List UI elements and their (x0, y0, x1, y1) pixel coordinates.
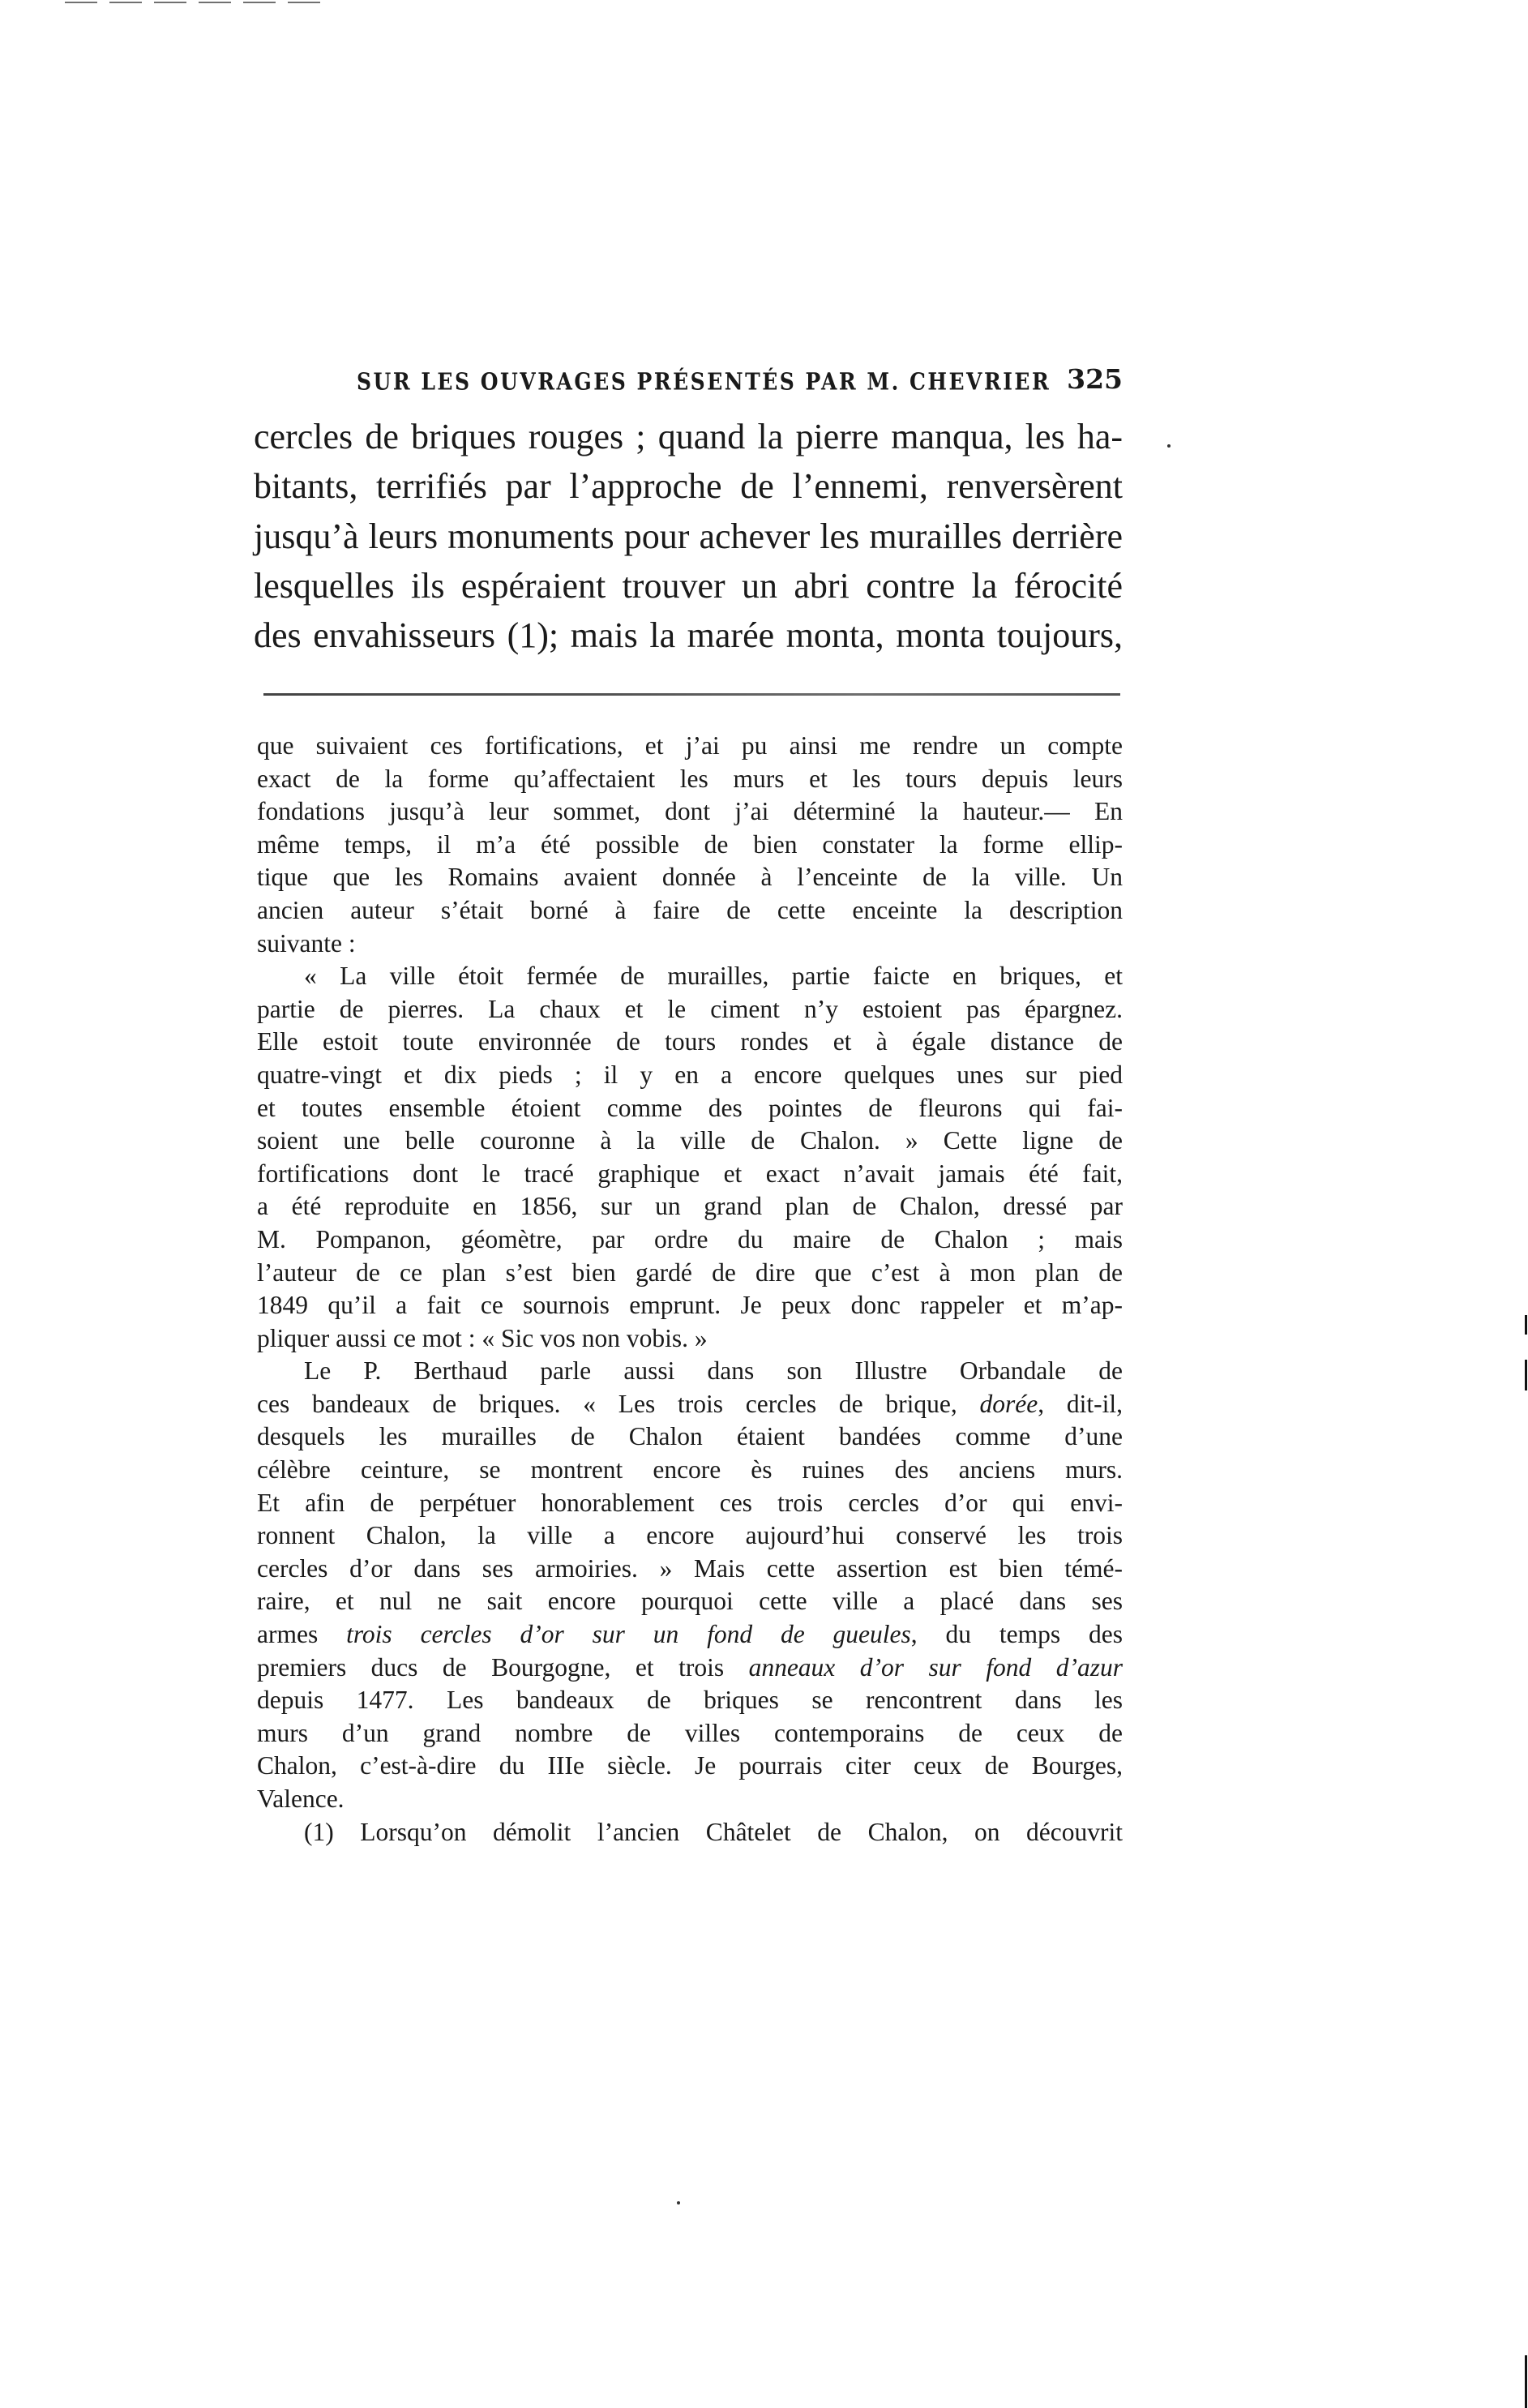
footnote-line: Et afin de perpétuer honorablement ces trois cercles d’or qui envi- (257, 1488, 1123, 1517)
main_text-line: jusqu’à leurs monuments pour achever les murailles derrière (254, 516, 1123, 556)
footnote-line: ancien auteur s’était borné à faire de cette enceinte la description (257, 895, 1123, 924)
footnote-line: (1) Lorsqu’on démolit l’ancien Châtelet de Chalon, on découvrit (304, 1817, 1123, 1846)
page-number: 325 (1067, 363, 1123, 395)
footnote-line: Elle estoit toute environnée de tours rondes et à égale distance de (257, 1027, 1123, 1056)
main_text-line: cercles de briques rouges ; quand la pierre manqua, les ha- (254, 417, 1123, 456)
footnote-line: ronnent Chalon, la ville a encore aujourd’hui conservé les trois (257, 1521, 1123, 1550)
scan-edge-mark (1525, 1315, 1527, 1335)
footnote-line: « La ville étoit fermée de murailles, partie faicte en briques, et (304, 962, 1123, 991)
footnote-line: tique que les Romains avaient donnée à l’enceinte de la ville. Un (257, 863, 1123, 892)
scan-speck (677, 2201, 680, 2204)
footnote-line: premiers ducs de Bourgogne, et trois anneaux d’or sur fond d’azur (257, 1652, 1123, 1682)
footnote-line: pliquer aussi ce mot : « Sic vos non vobis. » (257, 1323, 708, 1352)
footnote-line: soient une belle couronne à la ville de Chalon. » Cette ligne de (257, 1126, 1123, 1155)
footnote-line: exact de la forme qu’affectaient les murs et les tours depuis leurs (257, 764, 1123, 793)
italic-phrase: trois cercles d’or sur un fond de gueules (346, 1620, 911, 1649)
scan-artifact-top (65, 2, 332, 3)
main_text-line: lesquelles ils espéraient trouver un abri contre la férocité (254, 565, 1123, 606)
footnote-line: partie de pierres. La chaux et le ciment n’y estoient pas épargnez. (257, 994, 1123, 1023)
footnote-line: a été reproduite en 1856, sur un grand plan de Chalon, dressé par (257, 1192, 1123, 1221)
scan-edge-mark (1525, 2355, 1527, 2408)
footnote-line: cercles d’or dans ses armoiries. » Mais cette assertion est bien témé- (257, 1553, 1123, 1583)
footnote-separator-rule (263, 693, 1120, 696)
footnote-line: murs d’un grand nombre de villes contemporains de ceux de (257, 1718, 1123, 1747)
running-title: SUR LES OUVRAGES PRÉSENTÉS PAR M. CHEVRIER (357, 367, 1051, 396)
footnote-line: Le P. Berthaud parle aussi dans son Illustre Orbandale de (304, 1356, 1123, 1386)
italic-phrase: anneaux d’or sur fond d’azur (748, 1652, 1123, 1682)
footnote-line: et toutes ensemble étoient comme des pointes de fleurons qui fai- (257, 1093, 1123, 1122)
footnote-line: Valence. (257, 1785, 345, 1813)
scan-edge-mark (1525, 1360, 1527, 1390)
italic-phrase: dorée (979, 1389, 1038, 1418)
footnote-line: fondations jusqu’à leur sommet, dont j’ai déterminé la hauteur.— En (257, 797, 1123, 826)
footnote-line: fortifications dont le tracé graphique et exact n’avait jamais été fait, (257, 1159, 1123, 1188)
running-header (357, 363, 1123, 401)
footnote-line: l’auteur de ce plan s’est bien gardé de dire que c’est à mon plan de (257, 1258, 1123, 1287)
footnote-line: raire, et nul ne sait encore pourquoi cette ville a placé dans ses (257, 1587, 1123, 1616)
main_text-line: bitants, terrifiés par l’approche de l’ennemi, renversèrent (254, 466, 1123, 507)
footnote-line: depuis 1477. Les bandeaux de briques se rencontrent dans les (257, 1686, 1123, 1715)
footnote-block (257, 730, 1123, 1849)
footnote-line: desquels les murailles de Chalon étaient bandées comme d’une (257, 1422, 1123, 1451)
footnote-line: 1849 qu’il a fait ce sournois emprunt. Je peux donc rappeler et m’ap- (257, 1291, 1123, 1320)
main_text-line: des envahisseurs (1); mais la marée monta, monta toujours, (254, 615, 1123, 656)
main-text-block (254, 412, 1123, 660)
footnote-line: même temps, il m’a été possible de bien constater la forme ellip- (257, 829, 1123, 859)
footnote-line: ces bandeaux de briques. « Les trois cercles de brique, dorée, dit-il, (257, 1389, 1123, 1418)
footnote-line: armes trois cercles d’or sur un fond de gueules, du temps des (257, 1620, 1123, 1649)
footnote-line: que suivaient ces fortifications, et j’ai pu ainsi me rendre un compte (257, 731, 1123, 760)
footnote-line: Chalon, c’est-à-dire du IIIe siècle. Je pourrais citer ceux de Bourges, (257, 1751, 1123, 1780)
footnote-line: suivante : (257, 928, 356, 958)
footnote-line: célèbre ceinture, se montrent encore ès ruines des anciens murs. (257, 1455, 1123, 1485)
footnote-line: quatre-vingt et dix pieds ; il y en a encore quelques unes sur pied (257, 1060, 1123, 1089)
footnote-line: M. Pompanon, géomètre, par ordre du maire de Chalon ; mais (257, 1224, 1123, 1253)
scan-speck (1167, 444, 1171, 448)
